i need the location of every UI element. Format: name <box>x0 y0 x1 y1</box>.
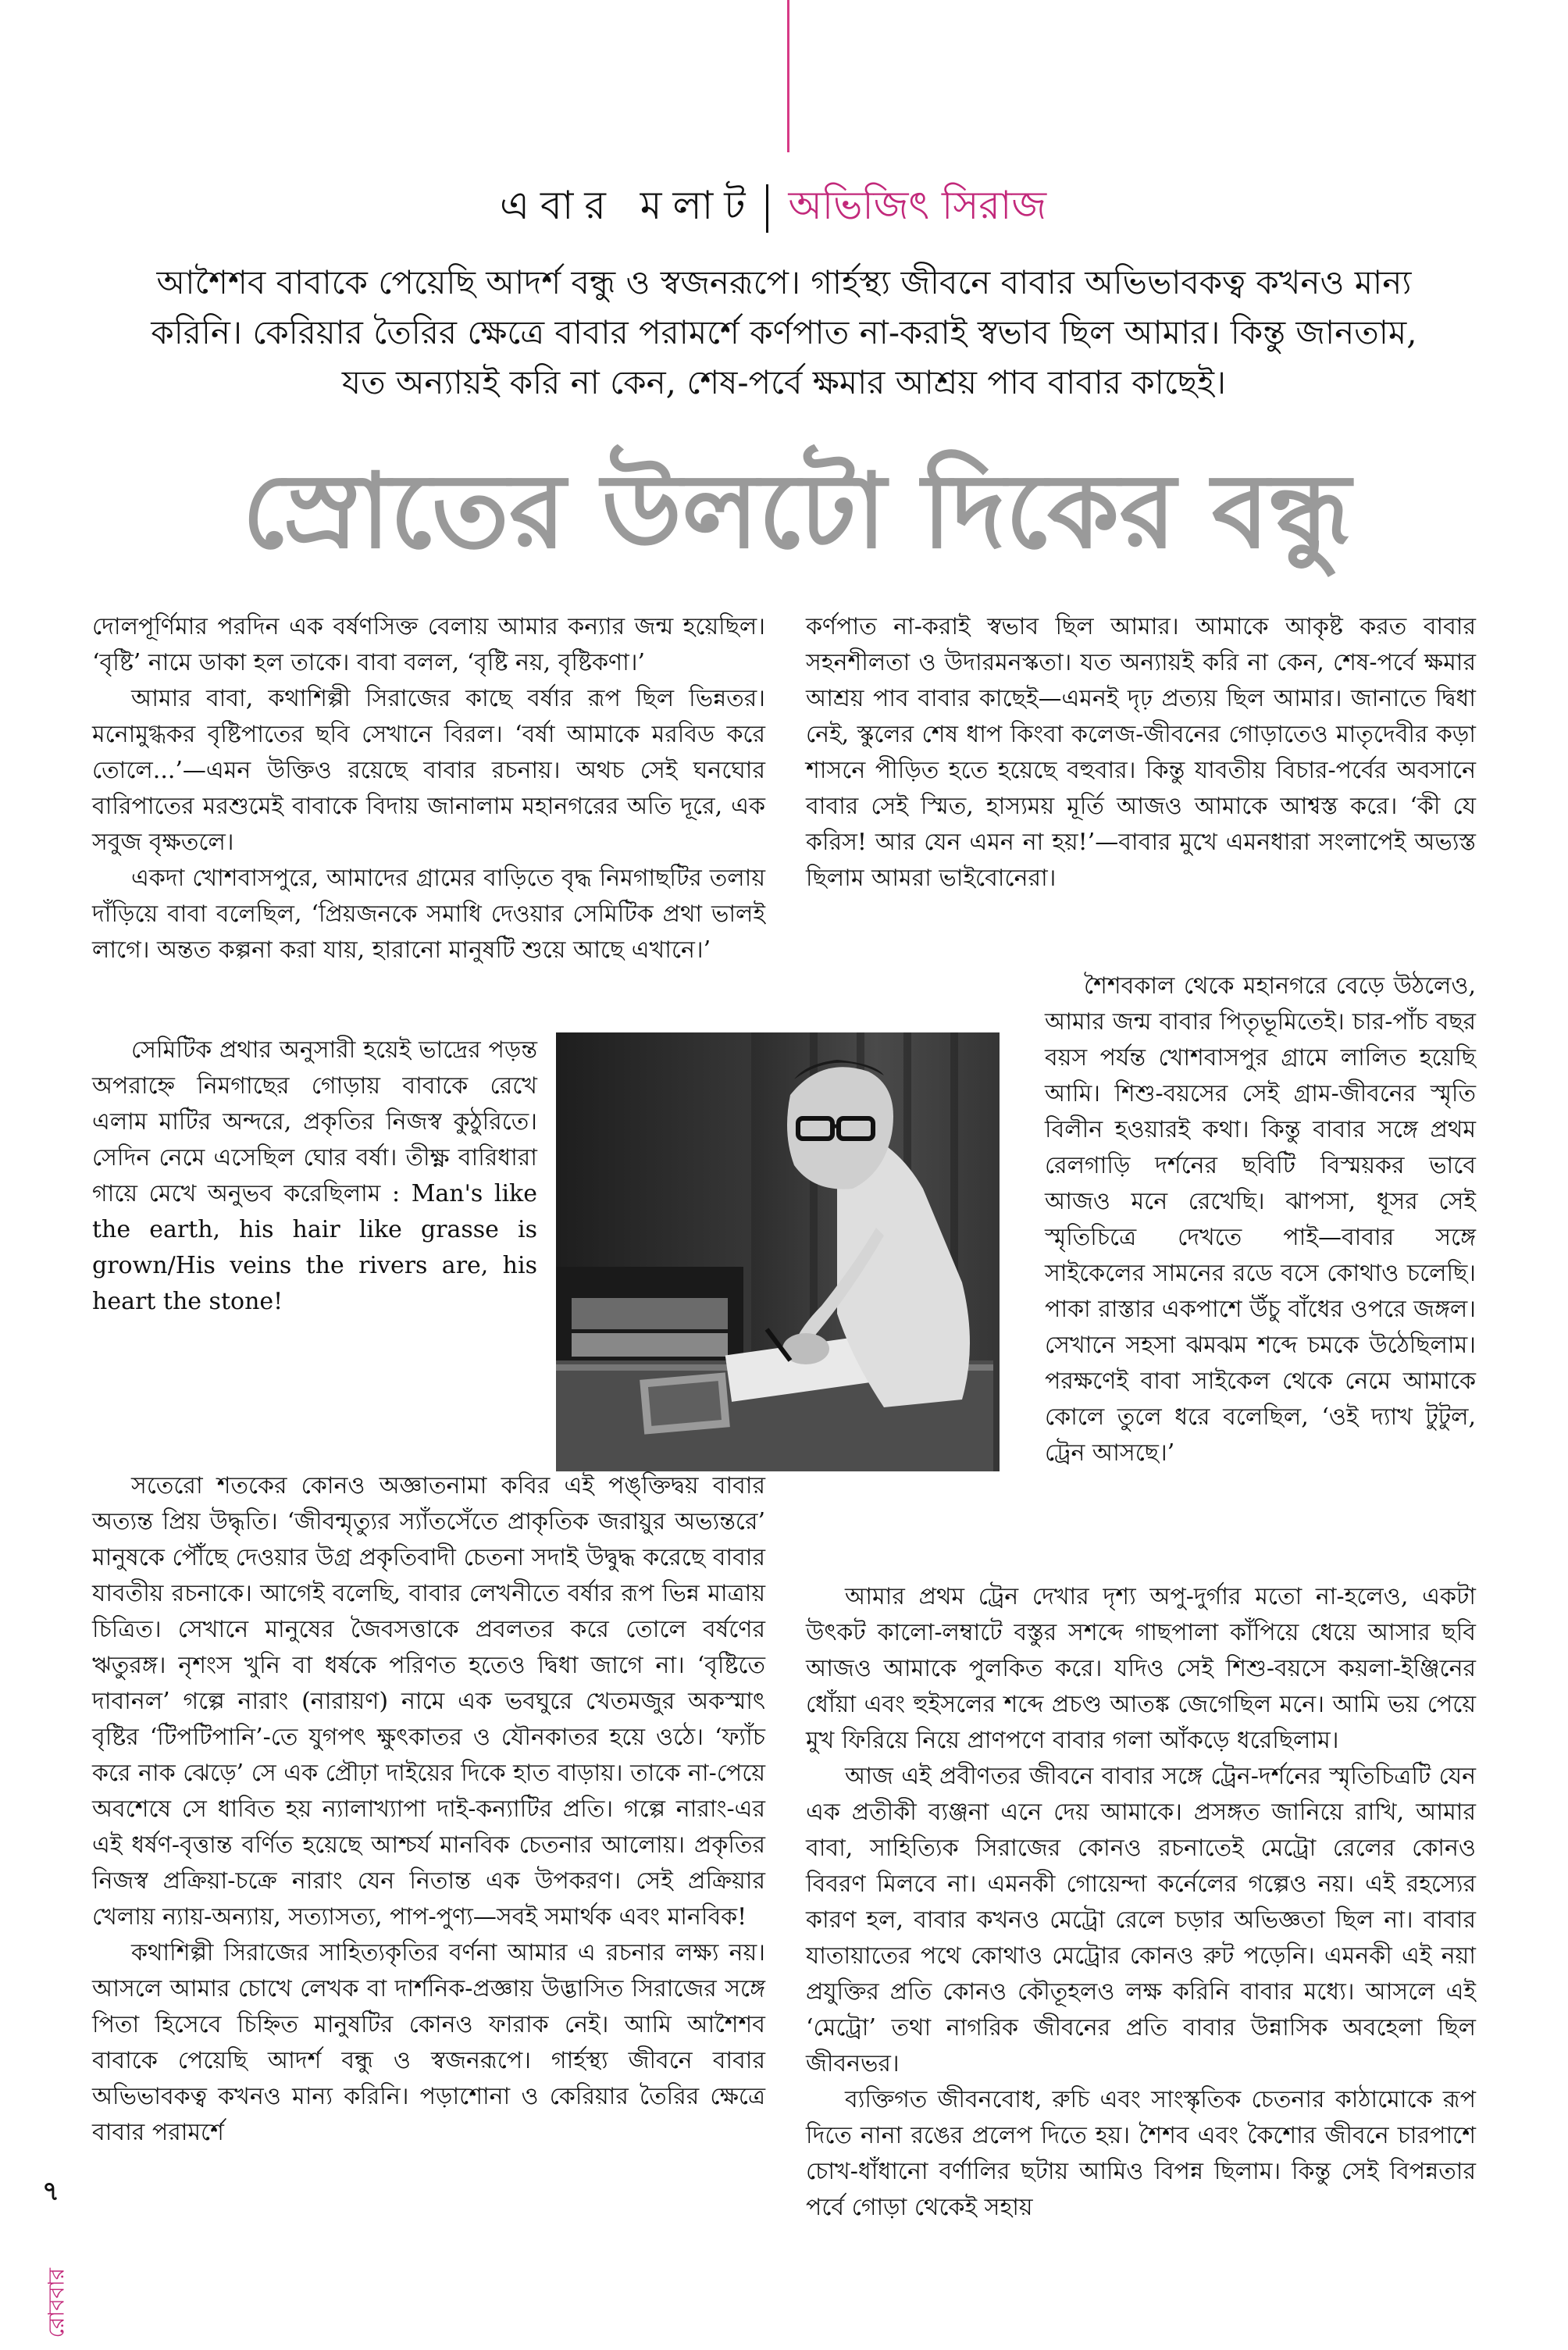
paragraph: আমার বাবা, কথাশিল্পী সিরাজের কাছে বর্ষার রূপ ছিল ভিন্নতর। মনোমুগ্ধকর বৃষ্টিপাতের ছবি সেখানে বিরল। ‘বর্ষা আমাকে মরবিড করে তোলে...’—এমন উক্তিও রয়েছে বাবার রচনায়। অথচ সেই ঘনঘোর বারিপাতের মরশুমেই বাবাকে বিদায় জানালাম মহানগরের অতি দূরে, এক সবুজ বৃক্ষতলে। <box>92 685 765 856</box>
writer-at-desk-illustration <box>556 1032 1000 1471</box>
author-father-photo <box>556 1032 1000 1471</box>
kicker <box>500 178 1568 233</box>
column-2-top <box>806 609 1476 968</box>
paragraph: শৈশবকাল থেকে মহানগরে বেড়ে উঠলেও, আমার জন্ম বাবার পিতৃভূমিতেই। চার-পাঁচ বছর বয়স পর্যন্ত খোশবাসপুর গ্রামে লালিত হয়েছি আমি। শিশু-বয়সের সেই গ্রাম-জীবনের স্মৃতি বিলীন হওয়ারই কথা। কিন্তু বাবার সঙ্গে প্রথম রেলগাড়ি দর্শনের ছবিটি বিস্ময়কর ভাবে আজও মনে রেখেছি। ঝাপসা, ধূসর সেই স্মৃতিচিত্রে দেখতে পাই—বাবার সঙ্গে সাইকেলের সামনের রডে বসে কোথাও চলেছি। পাকা রাস্তার একপাশে উঁচু বাঁধের ওপরে জঙ্গল। সেখানে সহসা ঝমঝম শব্দে চমকে উঠেছিলাম। পরক্ষণেই বাবা সাইকেল থেকে নেমে আমাকে কোলে তুলে ধরে বলেছিল, ‘ওই দ্যাখ টুটুল, ট্রেন আসছে।’ <box>1045 972 1476 1467</box>
folio <box>37 2171 77 2343</box>
paragraph: আমার প্রথম ট্রেন দেখার দৃশ্য অপু-দুর্গার মতো না-হলেও, একটা উৎকট কালো-লম্বাটে বস্তুর সশব্দে গাছপালা কাঁপিয়ে ধেয়ে আসার ছবি আজও আমাকে পুলকিত করে। যদিও সেই শিশু-বয়সে কয়লা-ইঞ্জিনের ধোঁয়া এবং হুইসলের শব্দে প্রচণ্ড আতঙ্ক জেগেছিল মনে। আমি ভয় পেয়ে মুখ ফিরিয়ে নিয়ে প্রাণপণে বাবার গলা আঁকড়ে ধরেছিলাম। <box>806 1583 1476 1754</box>
page-number: ৭ <box>42 2176 60 2207</box>
column-1-top <box>92 609 765 1031</box>
column-1-beside-photo <box>92 1032 537 1464</box>
column-2-bottom <box>806 1579 1476 2251</box>
paragraph: আজ এই প্রবীণতর জীবনে বাবার সঙ্গে ট্রেন-দর্শনের স্মৃতিচিত্রটি যেন এক প্রতীকী ব্যঞ্জনা এনে দেয় আমাকে। প্রসঙ্গত জানিয়ে রাখি, আমার বাবা, সাহিত্যিক সিরাজের কোনও রচনাতেই মেট্রো রেলের কোনও বিবরণ মিলবে না। এমনকী গোয়েন্দা কর্নেলের গল্পেও নয়। এই রহস্যের কারণ হল, বাবার কখনও মেট্রো রেলে চড়ার অভিজ্ঞতা ছিল না। বাবার যাতায়াতের পথে কোথাও মেট্রোর কোনও রুট পড়েনি। এমনকী এই নয়া প্রযুক্তির প্রতি কোনও কৌতূহলও লক্ষ করিনি বাবার মধ্যে। আসলে এই ‘মেট্রো’ তথা নাগরিক জীবনের প্রতি বাবার উন্নাসিক অবহেলা ছিল জীবনভর। <box>806 1763 1476 2077</box>
paragraph: ব্যক্তিগত জীবনবোধ, রুচি এবং সাংস্কৃতিক চেতনার কাঠামোকে রূপ দিতে নানা রঙের প্রলেপ দিতে হয়। শৈশব এবং কৈশোর জীবনে চারপাশে চোখ-ধাঁধানো বর্ণালির ছটায় আমিও বিপন্ন ছিলাম। কিন্তু সেই বিপন্নতার পর্বে গোড়া থেকেই সহায় <box>806 2086 1476 2221</box>
paragraph: সতেরো শতকের কোনও অজ্ঞাতনামা কবির এই পঙ্‌ক্তিদ্বয় বাবার অত্যন্ত প্রিয় উদ্ধৃতি। ‘জীবন্মৃত্যুর স্যাঁতসেঁতে প্রাকৃতিক জরায়ুর অভ্যন্তরে’ মানুষকে পৌঁছে দেওয়ার উগ্র প্রকৃতিবাদী চেতনা সদাই উদ্বুদ্ধ করেছে বাবার যাবতীয় রচনাকে। আগেই বলেছি, বাবার লেখনীতে বর্ষার রূপ ভিন্ন মাত্রায় চিত্রিত। সেখানে মানুষের জৈবসত্তাকে প্রবলতর করে তোলে বর্ষণের ঋতুরঙ্গ। নৃশংস খুনি বা ধর্ষকে পরিণত হতেও দ্বিধা জাগে না। ‘বৃষ্টিতে দাবানল’ গল্পে নারাং (নারায়ণ) নামে এক ভবঘুরে খেতমজুর অকস্মাৎ বৃষ্টির ‘টিপটিপানি’-তে যুগপৎ ক্ষুৎকাতর ও যৌনকাতর হয়ে ওঠে। ‘ফ্যাঁচ করে নাক ঝেড়ে’ সে এক প্রৌঢ়া দাইয়ের দিকে হাত বাড়ায়। তাকে না-পেয়ে অবশেষে সে ধাবিত হয় ন্যালাখ্যাপা দাই-কন্যাটির প্রতি। গল্পে নারাং-এর এই ধর্ষণ-বৃত্তান্ত বর্ণিত হয়েছে আশ্চর্য মানবিক চেতনার আলোয়। প্রকৃতির নিজস্ব প্রক্রিয়া-চক্রে নারাং যেন নিতান্ত এক উপকরণ। সেই প্রক্রিয়ার খেলায় ন্যায়-অন্যায়, সত্যাসত্য, পাপ-পুণ্য—সবই সমার্থক এবং মানবিক! <box>92 1472 765 1931</box>
paragraph: একদা খোশবাসপুরে, আমাদের গ্রামের বাড়িতে বৃদ্ধ নিমগাছটির তলায় দাঁড়িয়ে বাবা বলেছিল, ‘প্রিয়জনকে সমাধি দেওয়ার সেমিটিক প্রথা ভালই লাগে। অন্তত কল্পনা করা যায়, হারানো মানুষটি শুয়ে আছে এখানে।’ <box>92 865 765 964</box>
author-name: অভিজিৎ সিরাজ <box>788 183 1047 228</box>
column-1-bottom <box>92 1468 765 2202</box>
column-2-beside-photo <box>1045 968 1476 1579</box>
magazine-name: রোববার <box>43 2267 69 2338</box>
paragraph: দোলপূর্ণিমার পরদিন এক বর্ষণসিক্ত বেলায় আমার কন্যার জন্ম হয়েছিল। ‘বৃষ্টি’ নামে ডাকা হল তাকে। বাবা বলল, ‘বৃষ্টি নয়, বৃষ্টিকণা।’ <box>92 613 765 676</box>
paragraph: কথাশিল্পী সিরাজের সাহিত্যকৃতির বর্ণনা আমার এ রচনার লক্ষ্য নয়। আসলে আমার চোখে লেখক বা দার্শনিক-প্রজ্ঞায় উদ্ভাসিত সিরাজের সঙ্গে পিতা হিসেবে চিহ্নিত মানুষটির কোনও ফারাক নেই। আমি আশৈশব বাবাকে পেয়েছি আদর্শ বন্ধু ও স্বজনরূপে। গার্হস্থ্য জীবনে বাবার অভিভাবকত্ব কখনও মান্য করিনি। পড়াশোনা ও কেরিয়ার তৈরির ক্ষেত্রে বাবার পরামর্শে <box>92 1939 765 2146</box>
headline: স্রোতের উলটো দিকের বন্ধু <box>242 451 1351 572</box>
paragraph: সেমিটিক প্রথার অনুসারী হয়েই ভাদ্রের পড়ন্ত অপরাহ্নে নিমগাছের গোড়ায় বাবাকে রেখে এলাম মাটির অন্দরে, প্রকৃতির নিজস্ব কুঠুরিতে। সেদিন নেমে এসেছিল ঘোর বর্ষা। তীক্ষ্ণ বারিধারা গায়ে মেখে অনুভব করেছিলাম : Man's like the earth, his hair like grasse is grown/His veins the rivers are, his heart the stone! <box>92 1036 537 1315</box>
section-label: এবার মলাট <box>500 183 757 228</box>
kicker-divider <box>766 184 768 233</box>
standfirst: আশৈশব বাবাকে পেয়েছি আদর্শ বন্ধু ও স্বজনরূপে। গার্হস্থ্য জীবনে বাবার অভিভাবকত্ব কখনও মান্য করিনি। কেরিয়ার তৈরির ক্ষেত্রে বাবার পরামর্শে কর্ণপাত না-করাই স্বভাব ছিল আমার। কিন্তু জানতাম, যত অন্যায়ই করি না কেন, শেষ-পর্বে ক্ষমার আশ্রয় পাব বাবার কাছেই। <box>151 263 1417 401</box>
paragraph: কর্ণপাত না-করাই স্বভাব ছিল আমার। আমাকে আকৃষ্ট করত বাবার সহনশীলতা ও উদারমনস্কতা। যত অন্যায়ই করি না কেন, শেষ-পর্বে ক্ষমার আশ্রয় পাব বাবার কাছেই—এমনই দৃঢ় প্রত্যয় ছিল আমার। জানাতে দ্বিধা নেই, স্কুলের শেষ ধাপ কিংবা কলেজ-জীবনের গোড়াতেও মাতৃদেবীর কড়া শাসনে পীড়িত হতে হয়েছে বহুবার। কিন্তু যাবতীয় বিচার-পর্বের অবসানে বাবার সেই স্মিত, হাস্যময় মূর্তি আজও আমাকে আশ্বস্ত করে। ‘কী যে করিস! আর যেন এমন না হয়!’—বাবার মুখে এমনধারা সংলাপেই অভ্যস্ত ছিলাম আমরা ভাইবোনেরা। <box>806 613 1476 892</box>
top-rule <box>787 0 789 152</box>
